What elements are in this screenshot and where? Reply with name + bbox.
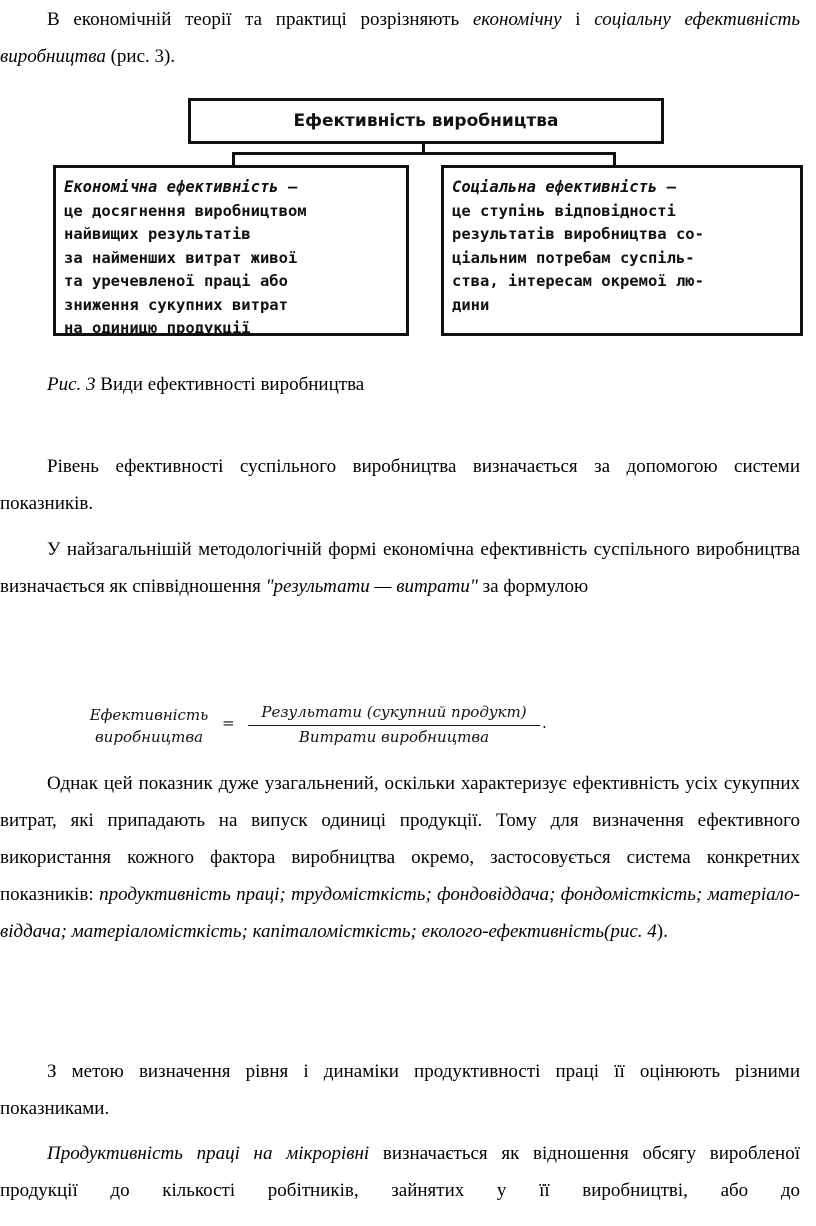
social-efficiency-heading: Соціальна ефективність bbox=[452, 178, 658, 196]
paragraph-productivity-evaluation: З метою визначення рівня і динаміки продуктивності праці її оцінюють різними показниками. bbox=[0, 1061, 800, 1119]
formula-equals: = bbox=[222, 714, 235, 732]
p3-text-2: за формулою bbox=[477, 576, 589, 597]
formula-left-line-2: виробництва bbox=[94, 728, 204, 746]
social-dash: — bbox=[657, 178, 676, 196]
economic-line: найвищих результатів bbox=[64, 225, 251, 243]
economic-line: за найменших витрат живої bbox=[64, 248, 298, 267]
social-line: це ступінь відповідності bbox=[452, 201, 676, 220]
figure-caption bbox=[47, 366, 364, 403]
figure-caption-text: Види ефективності виробництва bbox=[95, 374, 365, 395]
economic-dash: — bbox=[278, 178, 298, 196]
p6-italic: Продуктивність праці на мікрорівні bbox=[47, 1143, 370, 1164]
economic-efficiency-box bbox=[53, 165, 409, 336]
economic-line: та уречевленої праці або bbox=[64, 272, 288, 290]
diagram-top-box: Ефективність виробництва bbox=[188, 98, 664, 144]
formula-denominator: Витрати виробництва bbox=[298, 728, 490, 746]
p6-text: визначається як відношення обсягу виробленої продукції до кількості робітників, зайнятих у її виробництві, або до bbox=[0, 1143, 800, 1201]
intro-text-3: (рис. 3). bbox=[105, 46, 176, 67]
paragraph-indicators bbox=[0, 765, 800, 950]
intro-text-2: і bbox=[561, 9, 595, 30]
paragraph-levels: Рівень ефективності суспільного виробництва визначається за допомогою системи показників. bbox=[0, 456, 800, 514]
economic-line: це досягнення виробництвом bbox=[64, 201, 307, 220]
intro-italic-1: економічну bbox=[472, 9, 562, 30]
p3-italic: "результати — витрати" bbox=[265, 576, 478, 597]
connector-right bbox=[613, 152, 616, 166]
intro-italic-2: соціальну ефективність виробництва bbox=[0, 9, 800, 67]
formula-left bbox=[80, 704, 218, 748]
economic-line: на одиницю продукції bbox=[64, 319, 251, 337]
social-line: ціальним потребам суспіль- bbox=[452, 248, 695, 267]
connector-left bbox=[232, 152, 235, 166]
figure-number: Рис. 3 bbox=[47, 374, 96, 395]
social-line: ства, інтересам окремої лю- bbox=[452, 272, 704, 290]
formula-fraction-bar bbox=[248, 725, 540, 726]
p3-text-1: У найзагальнішій методологічній формі економічна ефективність суспільного виробництва визначається як співвідношення bbox=[0, 539, 800, 597]
paragraph-general-form bbox=[0, 531, 800, 605]
paragraph-micro-level bbox=[0, 1135, 800, 1209]
intro-paragraph bbox=[0, 1, 800, 75]
economic-line: зниження сукупних витрат bbox=[64, 295, 288, 314]
formula-period: . bbox=[542, 714, 547, 732]
social-line: дини bbox=[452, 295, 490, 314]
social-efficiency-box bbox=[441, 165, 803, 336]
formula-numerator: Результати (сукупний продукт) bbox=[261, 703, 527, 721]
p4-text-2: ). bbox=[656, 921, 668, 942]
p4-italic-list: продуктивність праці; трудомісткість; фондовіддача; фондомісткість; матеріало-віддача; матеріаломісткість; капіталомісткість; еколого-ефективність(рис. 4 bbox=[0, 884, 800, 942]
p4-text-1: Однак цей показник дуже узагальнений, оскільки характеризує ефективність усіх сукупних витрат, які припадають на випуск одиниці продукції. Тому для визначення ефективного використання кожного фактора виробництва окремо, застосовується система конкретних показників: bbox=[0, 773, 800, 905]
intro-text-1: В економічній теорії та практиці розрізняють bbox=[47, 9, 473, 30]
economic-efficiency-heading: Економічна ефективність bbox=[64, 178, 279, 196]
connector-horizontal bbox=[232, 152, 616, 155]
efficiency-formula bbox=[80, 700, 560, 750]
formula-left-line-1: Ефективність bbox=[89, 706, 209, 724]
social-line: результатів виробництва со- bbox=[452, 225, 704, 243]
